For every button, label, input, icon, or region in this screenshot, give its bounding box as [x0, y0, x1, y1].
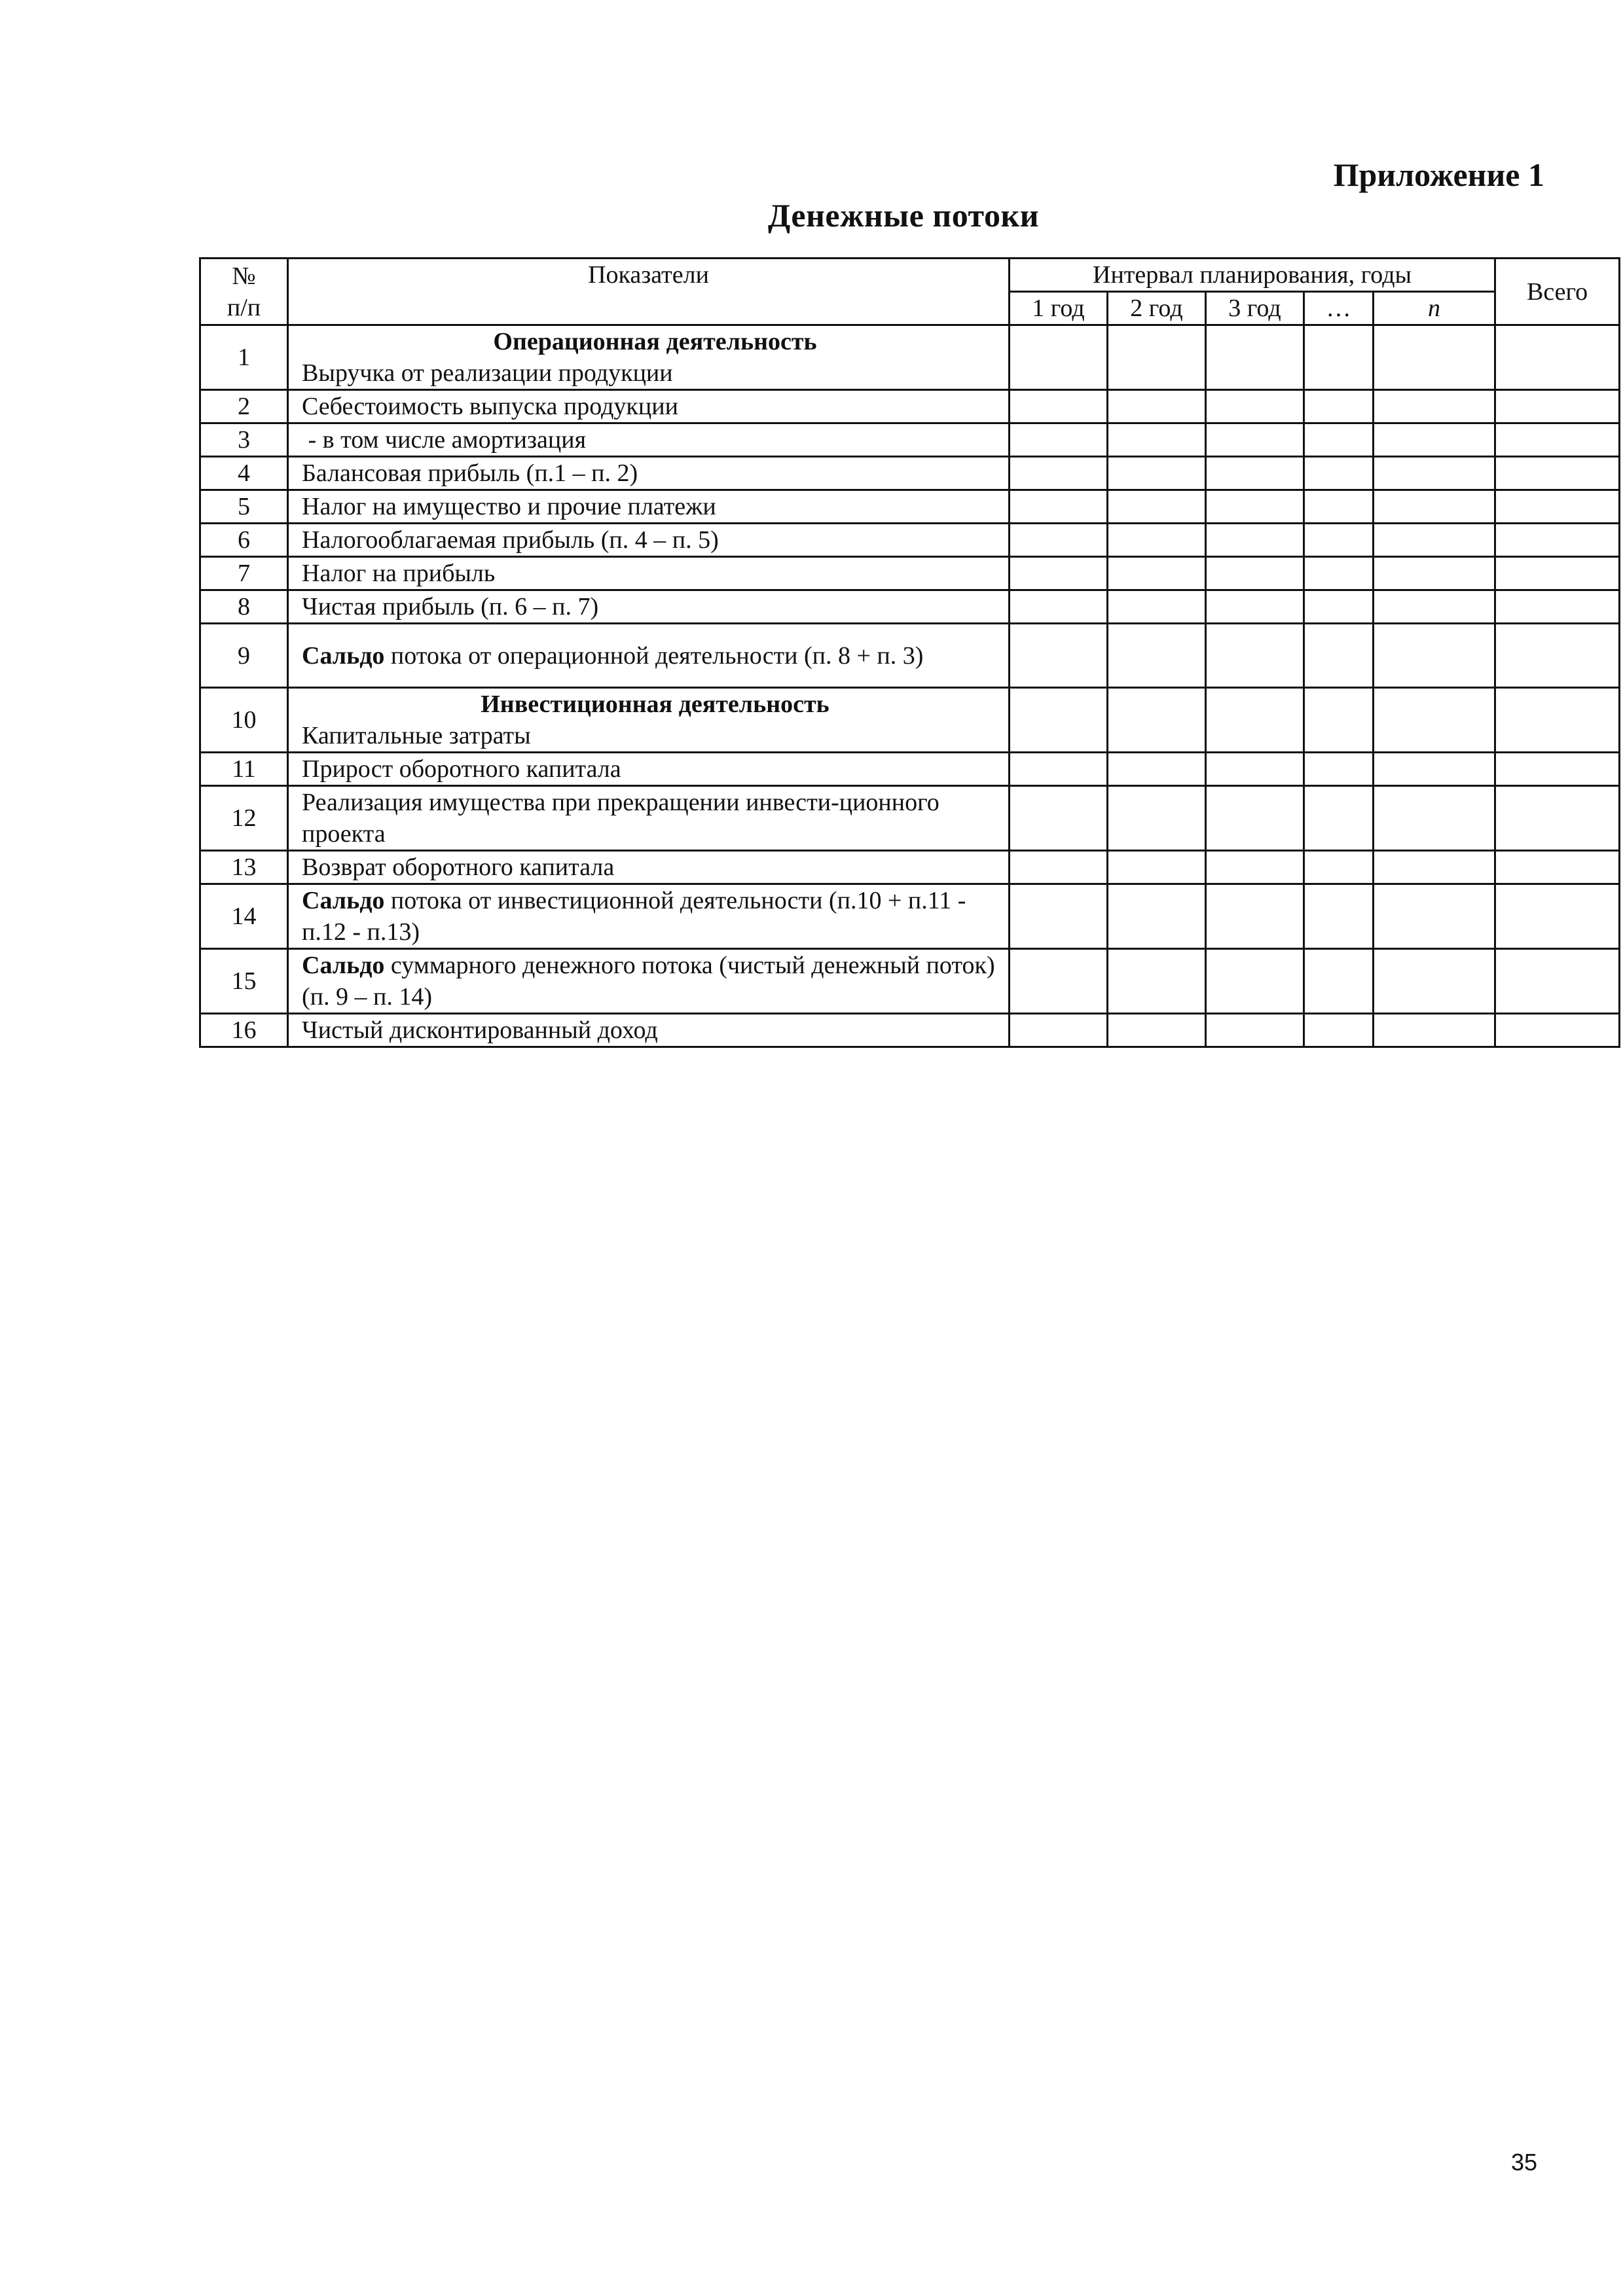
value-cell: [1304, 390, 1374, 423]
value-cell: [1010, 490, 1108, 524]
value-cell: [1304, 753, 1374, 786]
value-cell: [1304, 524, 1374, 557]
row-indicator-text: потока от инвестиционной деятельности (п.10 + п.11 - п.12 - п.13): [302, 887, 972, 946]
value-cell: [1495, 590, 1620, 624]
row-indicator: [288, 884, 1010, 949]
value-cell: [1206, 457, 1304, 490]
table-row: [200, 457, 1620, 490]
table-row: [200, 949, 1620, 1014]
table-row: [200, 423, 1620, 457]
row-number: 14: [200, 884, 288, 949]
row-indicator-text: Выручка от реализации продукции: [302, 359, 673, 387]
value-cell: [1010, 590, 1108, 624]
value-cell: [1374, 1014, 1495, 1047]
cash-flow-table: [199, 257, 1620, 1048]
value-cell: [1495, 949, 1620, 1014]
value-cell: [1010, 786, 1108, 851]
value-cell: [1010, 457, 1108, 490]
row-number: 13: [200, 851, 288, 884]
value-cell: [1206, 753, 1304, 786]
row-indicator-text: потока от операционной деятельности (п. 8 + п. 3): [384, 641, 924, 670]
row-number: 1: [200, 325, 288, 390]
value-cell: [1304, 557, 1374, 590]
table-row: [200, 884, 1620, 949]
table-row: [200, 590, 1620, 624]
table-row: [200, 688, 1620, 753]
value-cell: [1495, 557, 1620, 590]
page-title: Денежные потоки: [767, 197, 1040, 234]
table-row: [200, 624, 1620, 688]
value-cell: [1304, 949, 1374, 1014]
row-indicator: Чистый дисконтированный доход: [288, 1014, 1010, 1047]
value-cell: [1206, 851, 1304, 884]
value-cell: [1374, 390, 1495, 423]
value-cell: [1010, 624, 1108, 688]
value-cell: [1206, 390, 1304, 423]
value-cell: [1495, 325, 1620, 390]
row-indicator: [288, 325, 1010, 390]
value-cell: [1010, 524, 1108, 557]
col-header-number: [200, 259, 288, 325]
table-row: [200, 490, 1620, 524]
value-cell: [1108, 423, 1206, 457]
value-cell: [1304, 325, 1374, 390]
value-cell: [1010, 325, 1108, 390]
row-number: 16: [200, 1014, 288, 1047]
section-heading: Операционная деятельность: [493, 328, 817, 355]
value-cell: [1108, 851, 1206, 884]
table-row: [200, 524, 1620, 557]
row-indicator-bold: Сальдо: [302, 887, 385, 914]
value-cell: [1374, 457, 1495, 490]
value-cell: [1495, 851, 1620, 884]
section-heading: Инвестиционная деятельность: [481, 691, 830, 718]
value-cell: [1374, 490, 1495, 524]
value-cell: [1374, 624, 1495, 688]
value-cell: [1010, 390, 1108, 423]
value-cell: [1010, 884, 1108, 949]
value-cell: [1304, 590, 1374, 624]
value-cell: [1108, 457, 1206, 490]
row-number: 12: [200, 786, 288, 851]
value-cell: [1374, 851, 1495, 884]
value-cell: [1304, 423, 1374, 457]
value-cell: [1374, 524, 1495, 557]
value-cell: [1206, 590, 1304, 624]
value-cell: [1374, 786, 1495, 851]
value-cell: [1010, 1014, 1108, 1047]
value-cell: [1374, 753, 1495, 786]
row-indicator: Чистая прибыль (п. 6 – п. 7): [288, 590, 1010, 624]
value-cell: [1206, 624, 1304, 688]
value-cell: [1495, 490, 1620, 524]
value-cell: [1304, 490, 1374, 524]
col-header-total: Всего: [1495, 259, 1620, 325]
row-indicator: Себестоимость выпуска продукции: [288, 390, 1010, 423]
value-cell: [1495, 1014, 1620, 1047]
value-cell: [1108, 524, 1206, 557]
page-number: 35: [1511, 2149, 1538, 2176]
value-cell: [1304, 884, 1374, 949]
row-number: 2: [200, 390, 288, 423]
value-cell: [1206, 423, 1304, 457]
row-indicator-text: суммарного денежного потока (чистый денежный поток) (п. 9 – п. 14): [302, 952, 1002, 1011]
row-indicator: Реализация имущества при прекращении инвести-ционного проекта: [288, 786, 1010, 851]
value-cell: [1304, 624, 1374, 688]
value-cell: [1304, 786, 1374, 851]
table-row: [200, 1014, 1620, 1047]
col-header-year: 3 год: [1206, 292, 1304, 325]
col-header-number-line1: №: [232, 262, 256, 290]
value-cell: [1495, 688, 1620, 753]
value-cell: [1495, 423, 1620, 457]
value-cell: [1495, 457, 1620, 490]
table-row: [200, 325, 1620, 390]
value-cell: [1304, 1014, 1374, 1047]
value-cell: [1108, 1014, 1206, 1047]
value-cell: [1374, 688, 1495, 753]
table-row: [200, 557, 1620, 590]
row-number: 6: [200, 524, 288, 557]
value-cell: [1495, 786, 1620, 851]
value-cell: [1206, 884, 1304, 949]
row-number: 4: [200, 457, 288, 490]
row-indicator: [288, 688, 1010, 753]
value-cell: [1108, 390, 1206, 423]
value-cell: [1374, 949, 1495, 1014]
value-cell: [1108, 688, 1206, 753]
row-number: 7: [200, 557, 288, 590]
value-cell: [1374, 884, 1495, 949]
value-cell: [1495, 524, 1620, 557]
value-cell: [1010, 688, 1108, 753]
col-header-indicators: Показатели: [288, 259, 1010, 325]
table-row: [200, 753, 1620, 786]
value-cell: [1108, 325, 1206, 390]
row-indicator: - в том числе амортизация: [288, 423, 1010, 457]
row-indicator: [288, 949, 1010, 1014]
value-cell: [1304, 851, 1374, 884]
row-number: 10: [200, 688, 288, 753]
row-indicator-bold: Сальдо: [302, 641, 385, 670]
value-cell: [1108, 557, 1206, 590]
row-number: 5: [200, 490, 288, 524]
col-header-number-line2: п/п: [227, 293, 261, 321]
row-indicator: Налог на прибыль: [288, 557, 1010, 590]
value-cell: [1108, 786, 1206, 851]
value-cell: [1108, 624, 1206, 688]
row-indicator: [288, 624, 1010, 688]
value-cell: [1374, 557, 1495, 590]
row-number: 15: [200, 949, 288, 1014]
value-cell: [1304, 688, 1374, 753]
value-cell: [1108, 490, 1206, 524]
value-cell: [1206, 490, 1304, 524]
value-cell: [1010, 949, 1108, 1014]
row-indicator-bold: Сальдо: [302, 952, 385, 979]
row-number: 8: [200, 590, 288, 624]
col-header-year: 2 год: [1108, 292, 1206, 325]
value-cell: [1108, 590, 1206, 624]
value-cell: [1010, 851, 1108, 884]
col-header-interval: Интервал планирования, годы: [1010, 259, 1495, 292]
col-header-year: …: [1304, 292, 1374, 325]
value-cell: [1374, 590, 1495, 624]
value-cell: [1495, 390, 1620, 423]
row-indicator: Налог на имущество и прочие платежи: [288, 490, 1010, 524]
row-number: 9: [200, 624, 288, 688]
value-cell: [1108, 753, 1206, 786]
value-cell: [1495, 624, 1620, 688]
appendix-label: Приложение 1: [1333, 156, 1544, 193]
value-cell: [1374, 325, 1495, 390]
value-cell: [1108, 949, 1206, 1014]
value-cell: [1010, 557, 1108, 590]
col-header-year: n: [1374, 292, 1495, 325]
table-row: [200, 390, 1620, 423]
value-cell: [1206, 1014, 1304, 1047]
row-indicator: Налогооблагаемая прибыль (п. 4 – п. 5): [288, 524, 1010, 557]
value-cell: [1108, 884, 1206, 949]
row-indicator-text: Капитальные затраты: [302, 722, 531, 749]
value-cell: [1495, 884, 1620, 949]
value-cell: [1495, 753, 1620, 786]
value-cell: [1206, 786, 1304, 851]
value-cell: [1206, 949, 1304, 1014]
table-row: [200, 786, 1620, 851]
row-number: 3: [200, 423, 288, 457]
value-cell: [1010, 753, 1108, 786]
row-number: 11: [200, 753, 288, 786]
value-cell: [1206, 557, 1304, 590]
table-row: [200, 851, 1620, 884]
row-indicator: Возврат оборотного капитала: [288, 851, 1010, 884]
value-cell: [1206, 524, 1304, 557]
value-cell: [1374, 423, 1495, 457]
value-cell: [1206, 688, 1304, 753]
row-indicator: Прирост оборотного капитала: [288, 753, 1010, 786]
value-cell: [1206, 325, 1304, 390]
col-header-year: 1 год: [1010, 292, 1108, 325]
value-cell: [1304, 457, 1374, 490]
row-indicator: Балансовая прибыль (п.1 – п. 2): [288, 457, 1010, 490]
value-cell: [1010, 423, 1108, 457]
